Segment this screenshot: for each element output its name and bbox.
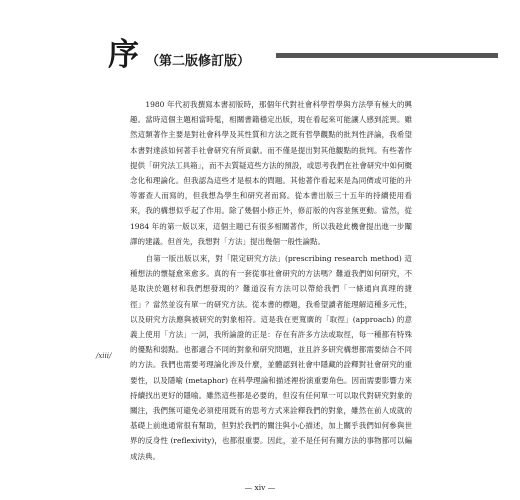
heading-rule (276, 53, 498, 58)
preface-heading (108, 37, 251, 73)
preface-subtitle: （第二版修訂版） (146, 54, 251, 69)
page-number: — xiv — (244, 483, 276, 492)
paragraph: 自第一版出版以來，對「限定研究方法」(prescribing research method) 這種想法的懷疑愈來愈多。真的有一套從事社會研究的方法嗎？難道我們如何研究，不是取決於題材和我們想發現的？難道沒有方法可以帶給我們「一條通向真理的捷徑」？當然並沒有單一的研究方法。從本書的標題，我希望讀者能理解這種多元性，以及研究方法應與被研究的對象相符。這是我在更寬廣的「取徑」(approach) 的意義上使用「方法」一詞，我所論證的正是：存在有許多方法或取徑，每一種都有特殊的優點和弱點。也都適合不同的對象和研究問題，並且許多研究構想都需要結合不同的方法。我們也需要考理論化涉及什麼，並體認到社會中隱藏的詮釋對社會研究的重要性，以及隱喻 (metaphor) 在科學理論和描述裡扮演重要角色。因而需要影響力來持續找出更好的隱喻。雖然這些都是必要的，但沒有任何單一可以取代對研究對象的關注，我們無可避免必須使用既有的思考方式來詮釋我們的對象，雖然在前人成就的基礎上前進通常很有幫助，但對於我們的關注與小心描述，加上關乎我們如何參與世界的反身性 (reflexivity)，也都很重要。因此，並不是任何有關方法的事物都可以編成法典。 (130, 254, 412, 461)
preface-title: 序 (108, 37, 140, 73)
original-page-marker: /xiii/ (96, 352, 112, 360)
paragraph: 1980 年代初我撰寫本書初版時，那個年代對社會科學哲學與方法學有極大的興趣。當時這個主題相當時髦，相關書籍穩定出版，現在看起來可能讓人感到詫異。雖然這類著作主要是對社會科學及其性質和方法之既有哲學觀點的批判性評論，我希望本書對達該如何著手社會研究有所貢獻。而不僅是提出對其他觀點的批判。有些著作提供「研究法工具箱」，而不去質疑這些方法的預設，或思考我們在社會研究中如何概念化和理論化。但我認為這些才是根本的問題。其他著作看起來是為同儕或可能的升等審查人而寫的，但我想為學生和研究者而寫。從本書出版三十五年的持續使用看來，我的構想似乎起了作用。除了幾個小修正外，修訂版的內容並無更動。當然，從 1984 年的第一版以來，這個主題已有很多相關著作，所以我趁此機會提出進一步闡譯的建議。但首先，我想對「方法」提出幾個一般性論點。 (130, 100, 412, 246)
